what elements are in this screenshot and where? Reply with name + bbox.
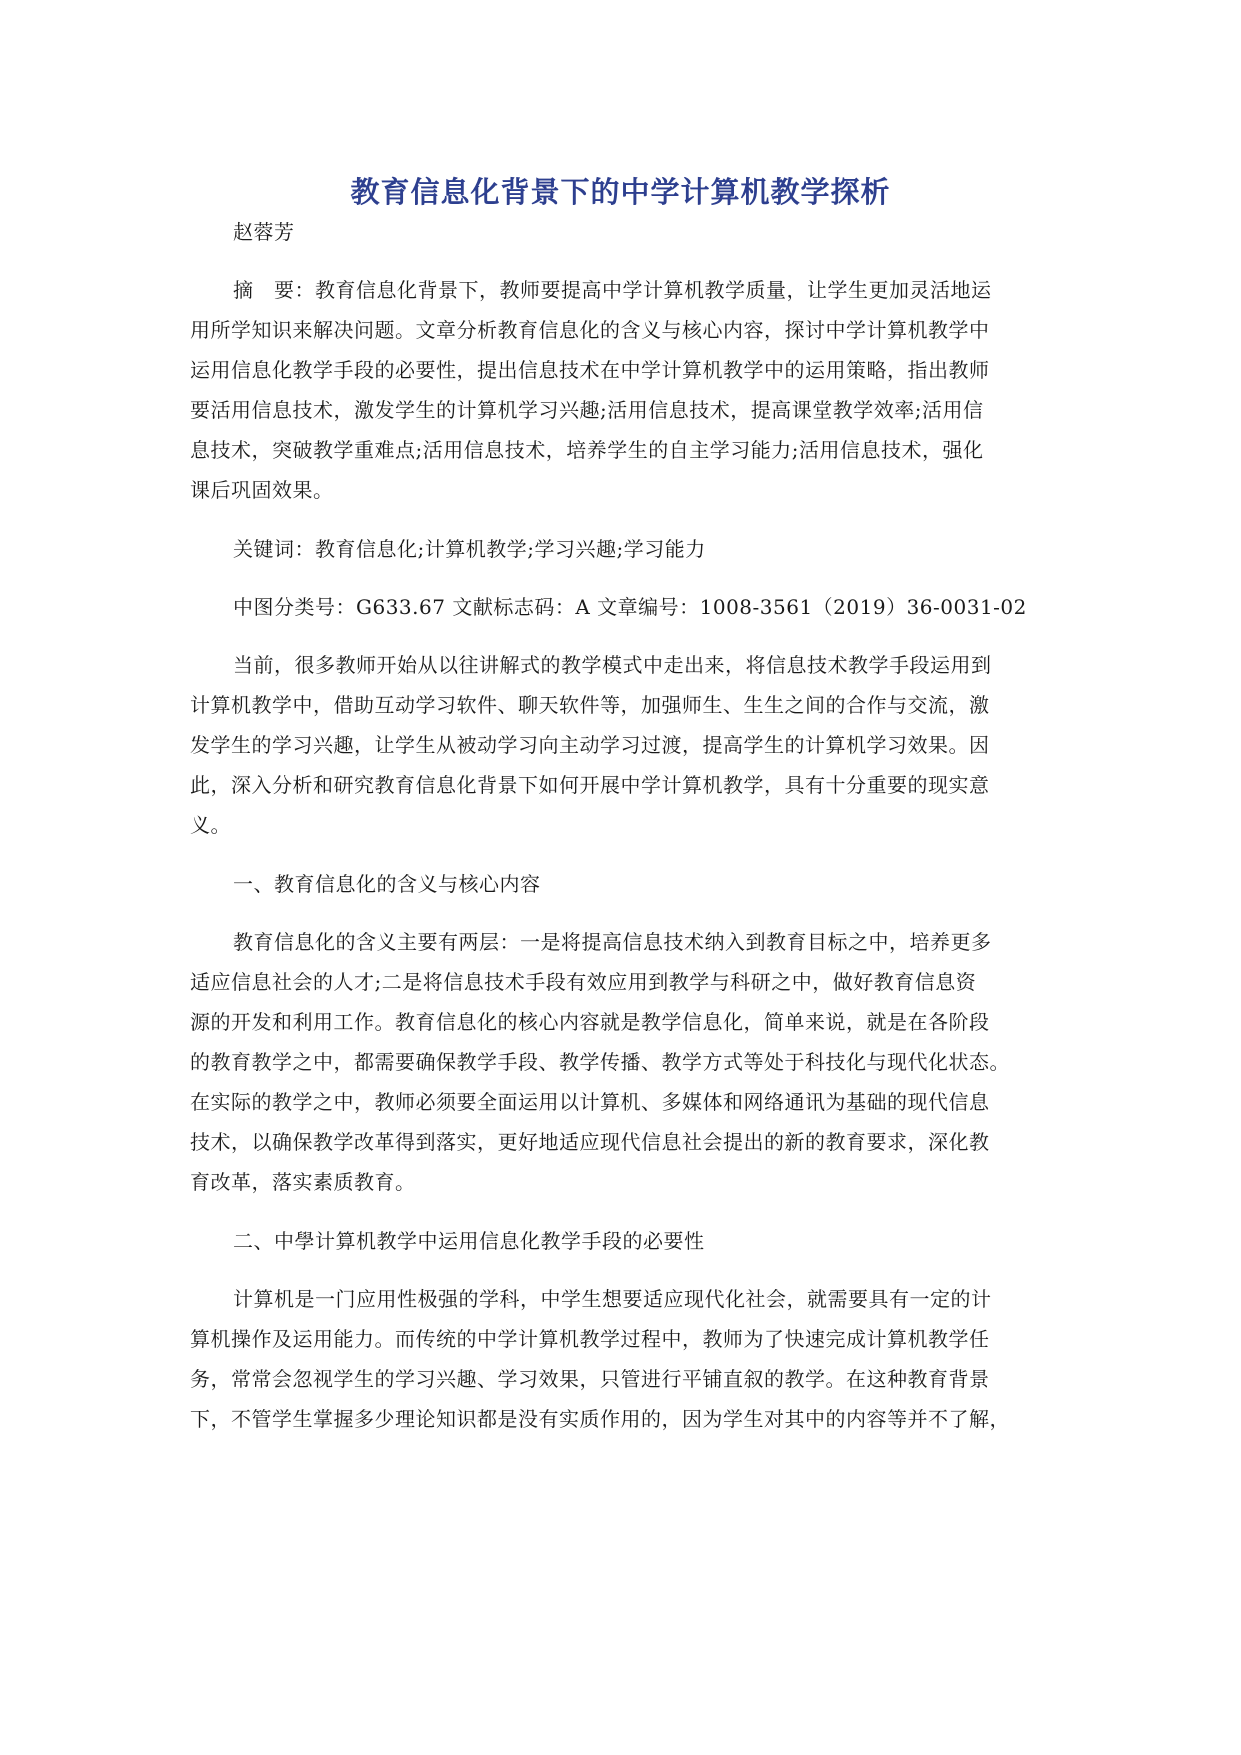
section2-line: 下，不管学生掌握多少理论知识都是没有实质作用的，因为学生对其中的内容等并不了解，	[190, 1407, 1010, 1431]
paper-title: 教育信息化背景下的中学计算机教学探析	[350, 175, 891, 209]
keywords: 关键词：教育信息化;计算机教学;学习兴趣;学习能力	[233, 537, 706, 561]
section2-line: 计算机是一门应用性极强的学科，中学生想要适应现代化社会，就需要具有一定的计	[233, 1287, 992, 1311]
section1-line: 在实际的教学之中，教师必须要全面运用以计算机、多媒体和网络通讯为基础的现代信息	[190, 1090, 990, 1114]
section-heading-2: 二、中學计算机教学中运用信息化教学手段的必要性	[233, 1229, 705, 1253]
classification-info: 中图分类号：G633.67 文献标志码：A 文章编号：1008-3561（2019）36-0031-02	[233, 595, 1027, 619]
author-name: 赵蓉芳	[233, 220, 295, 244]
section1-line: 技术，以确保教学改革得到落实，更好地适应现代信息社会提出的新的教育要求，深化教	[190, 1130, 990, 1154]
intro-line: 计算机教学中，借助互动学习软件、聊天软件等，加强师生、生生之间的合作与交流，激	[190, 693, 990, 717]
section1-line: 教育信息化的含义主要有两层：一是将提高信息技术纳入到教育目标之中，培养更多	[233, 930, 992, 954]
section2-line: 务，常常会忽视学生的学习兴趣、学习效果，只管进行平铺直叙的教学。在这种教育背景	[190, 1367, 990, 1391]
section1-line: 的教育教学之中，都需要确保教学手段、教学传播、教学方式等处于科技化与现代化状态。	[190, 1050, 1010, 1074]
section-heading-1: 一、教育信息化的含义与核心内容	[233, 872, 541, 896]
abstract-line: 要活用信息技术，激发学生的计算机学习兴趣;活用信息技术，提高课堂教学效率;活用信	[190, 398, 984, 422]
section1-line: 适应信息社会的人才;二是将信息技术手段有效应用到教学与科研之中，做好教育信息资	[190, 970, 977, 994]
section2-line: 算机操作及运用能力。而传统的中学计算机教学过程中，教师为了快速完成计算机教学任	[190, 1327, 990, 1351]
section1-line: 源的开发和利用工作。教育信息化的核心内容就是教学信息化，简单来说，就是在各阶段	[190, 1010, 990, 1034]
section1-line: 育改革，落实素质教育。	[190, 1170, 416, 1194]
abstract-line: 运用信息化教学手段的必要性，提出信息技术在中学计算机教学中的运用策略，指出教师	[190, 358, 990, 382]
intro-line: 当前，很多教师开始从以往讲解式的教学模式中走出来，将信息技术教学手段运用到	[233, 653, 992, 677]
abstract-line: 息技术，突破教学重难点;活用信息技术，培养学生的自主学习能力;活用信息技术，强化	[190, 438, 984, 462]
abstract-line: 用所学知识来解决问题。文章分析教育信息化的含义与核心内容，探讨中学计算机教学中	[190, 318, 990, 342]
abstract-line: 课后巩固效果。	[190, 478, 334, 502]
abstract-line: 摘 要：教育信息化背景下，教师要提高中学计算机教学质量，让学生更加灵活地运	[233, 278, 992, 302]
intro-line: 义。	[190, 813, 231, 837]
intro-line: 此，深入分析和研究教育信息化背景下如何开展中学计算机教学，具有十分重要的现实意	[190, 773, 990, 797]
intro-line: 发学生的学习兴趣，让学生从被动学习向主动学习过渡，提高学生的计算机学习效果。因	[190, 733, 990, 757]
